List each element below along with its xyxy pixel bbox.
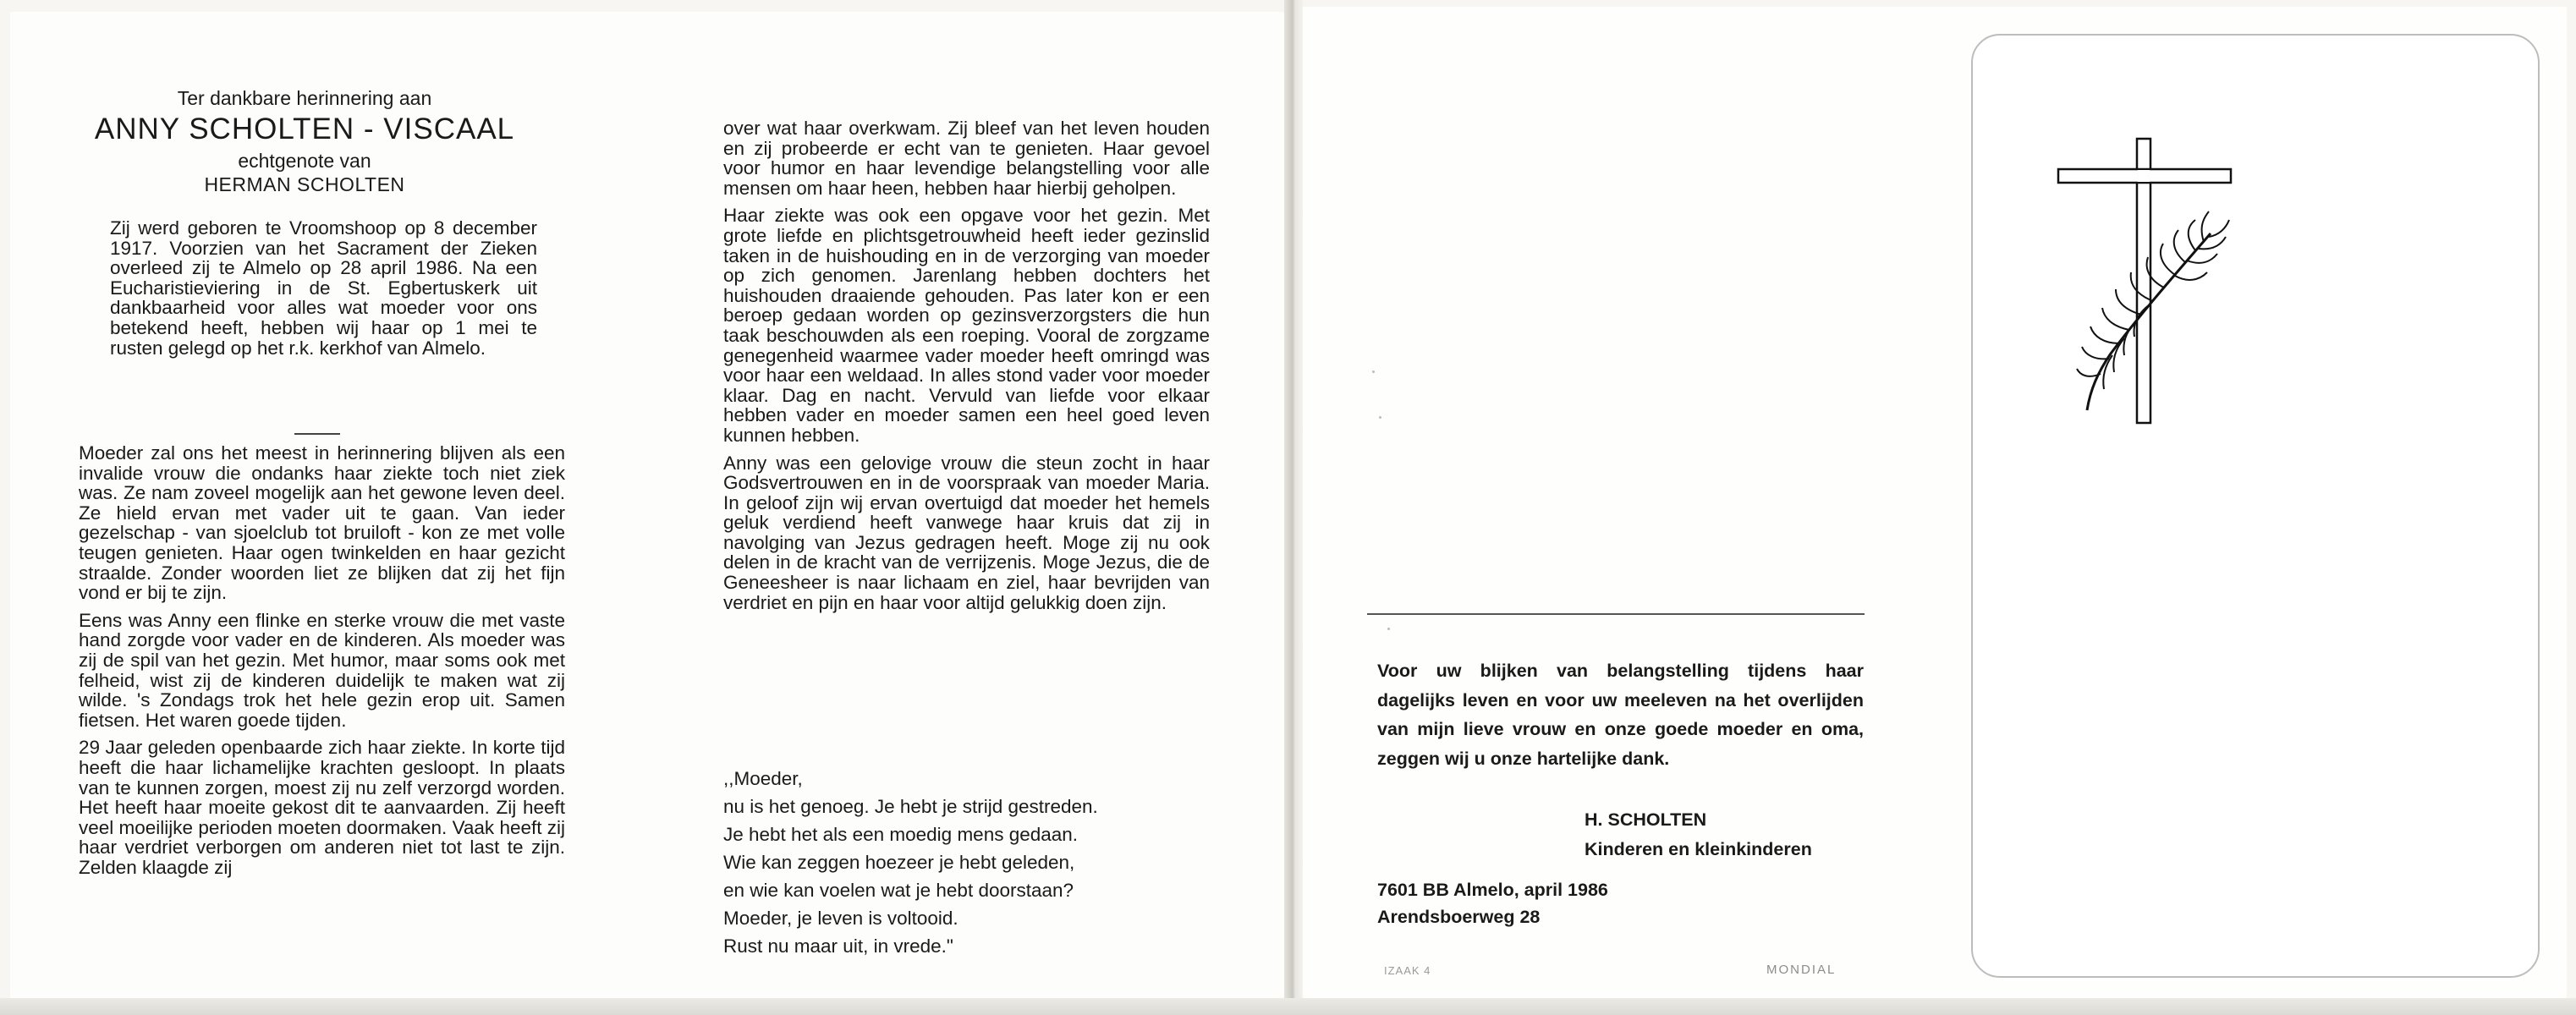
signature	[1585, 805, 1872, 864]
printer-code: IZAAK 4	[1384, 964, 1431, 977]
thanks-message: Voor uw blijken van belangstelling tijdens haar dagelijks leven en voor uw meeleven na het overlijden van mijn lieve vrouw en onze goede moeder en oma, zeggen wij u onze hartelijke dank.	[1377, 661, 1864, 769]
paper-speck	[1372, 370, 1375, 373]
signature-family: Kinderen en kleinkinderen	[1585, 838, 1812, 859]
poem-line: ,,Moeder,	[723, 768, 803, 789]
poem-line: Moeder, je leven is voltooid.	[723, 908, 958, 929]
paper-speck	[1379, 416, 1381, 419]
address-line: Arendsboerweg 28	[1377, 907, 1541, 927]
header-intro: Ter dankbare herinnering aan	[177, 87, 432, 109]
deceased-name: ANNY SCHOLTEN - VISCAAL	[94, 112, 515, 145]
cross-icon	[2051, 127, 2255, 448]
poem-line: nu is het genoeg. Je hebt je strijd gestreden.	[723, 796, 1098, 817]
poem-line: en wie kan voelen wat je hebt doorstaan?	[723, 880, 1074, 901]
address-line: 7601 BB Almelo, april 1986	[1377, 880, 1608, 900]
paragraph: Eens was Anny een flinke en sterke vrouw die met vaste hand zorgde voor vader en de kinderen. Als moeder was zij de spil van het gezin. Met humor, maar soms ook met felheid, wist zij de kinderen duidelijk te maken wat zij wilde. 's Zondags trok het hele gezin erop uit. Samen fietsen. Het waren goede tijden.	[79, 609, 565, 731]
text-column-2	[723, 118, 1210, 620]
poem-line: Wie kan zeggen hoezeer je hebt geleden,	[723, 852, 1075, 873]
printer-name: MONDIAL	[1766, 963, 1837, 977]
paper-speck	[1387, 628, 1390, 630]
memorial-header	[76, 86, 533, 196]
paragraph: over wat haar overkwam. Zij bleef van het leven houden en zij probeerde er echt van te genieten. Haar gevoel voor humor en haar levendige belangstelling voor alle mensen om haar heen, hebben haar hierbij geholpen.	[723, 118, 1210, 199]
page-fold	[1284, 0, 1303, 1015]
paragraph: Anny was een gelovige vrouw die steun zocht in haar Godsvertrouwen en in de voorspraak van moeder Maria. In geloof zijn wij ervan overtuigd dat moeder het hemels geluk verdiend heeft vanwege haar kruis dat zij in navolging van Jezus gedragen heeft. Moge zij nu ook delen in de kracht van de verrijzenis. Moge Jezus, die de Geneesheer is naar lichaam en ziel, haar bevrijden van verdriet en pijn en haar voor altijd gelukkig doen zijn.	[723, 452, 1210, 613]
scan-edge	[0, 998, 2576, 1015]
thanks-divider	[1367, 613, 1865, 615]
signature-name: H. SCHOLTEN	[1585, 809, 1707, 830]
header-role: echtgenote van	[238, 150, 371, 172]
address	[1377, 876, 1716, 930]
paragraph: 29 Jaar geleden openbaarde zich haar ziekte. In korte tijd heeft die haar lichamelijke krachten gesloopt. In plaats van te kunnen zorgen, moest zij nu zelf verzorgd worden. Het heeft haar moeite gekost dit te aanvaarden. Zij heeft veel moeilijke perioden moeten doormaken. Vaak heeft zij haar verdriet verborgen om anderen niet tot last te zijn. Zelden klaagde zij	[79, 737, 565, 878]
husband-name: HERMAN SCHOLTEN	[204, 173, 405, 195]
biography-paragraph: Zij werd geboren te Vroomshoop op 8 december 1917. Voorzien van het Sacrament der Zieken overleed zij te Almelo op 28 april 1986. Na een Eucharistieviering in de St. Egbertuskerk uit dankbaarheid voor alles wat moeder voor ons betekend heeft, hebben wij haar op 1 mei te rusten gelegd op het r.k. kerkhof van Almelo.	[110, 217, 537, 359]
paragraph: Moeder zal ons het meest in herinnering blijven als een invalide vrouw die ondanks haar ziekte toch niet ziek was. Ze nam zoveel mogelijk aan het gewone leven deel. Ze hield ervan met vader uit te gaan. Van ieder gezelschap - van sjoelclub tot bruiloft - kon ze met volle teugen genieten. Haar ogen twinkelden en haar gezicht straalde. Zonder woorden liet ze blijken dat zij het fijn vond er bij te zijn.	[79, 442, 565, 604]
poem-line: Rust nu maar uit, in vrede."	[723, 935, 953, 957]
poem-line: Je hebt het als een moedig mens gedaan.	[723, 824, 1079, 845]
paragraph: Haar ziekte was ook een opgave voor het gezin. Met grote liefde en plichtsgetrouwheid heeft ieder gezinslid taken in de huishouding en in de verzorging van moeder op zich genomen. Jarenlang hebben dochters het huishouden draaiende gehouden. Pas later kon er een beroep gedaan worden op gezinsverzorgsters die hun taak beschouwden als een roeping. Vooral de zorgzame genegenheid waarmee vader moeder heeft omringd was voor haar een weldaad. In alles stond vader voor moeder klaar. Dag en nacht. Vervuld van liefde voor elkaar hebben vader en moeder samen een heel goed leven kunnen hebben.	[723, 205, 1210, 446]
text-column-1	[79, 443, 565, 885]
poem	[723, 765, 1231, 960]
section-divider	[294, 433, 340, 435]
